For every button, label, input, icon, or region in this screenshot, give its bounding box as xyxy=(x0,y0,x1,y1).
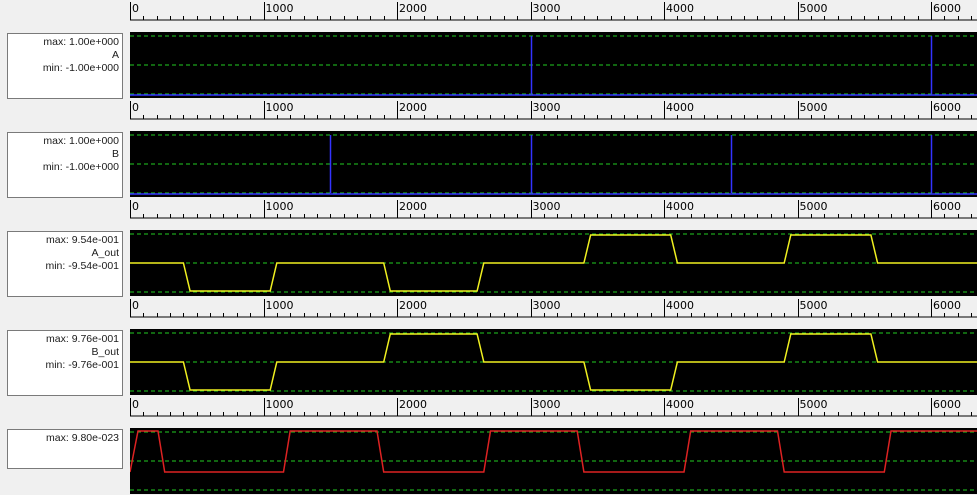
min-value-label: min: -1.00e+000 xyxy=(42,161,119,173)
tick-label: 4000 xyxy=(666,101,694,114)
time-ruler[interactable] xyxy=(130,198,977,219)
tick-label: 4000 xyxy=(666,2,694,15)
time-ruler[interactable] xyxy=(130,99,977,120)
tick-label: 5000 xyxy=(799,398,828,411)
tick-label: 0 xyxy=(132,398,139,411)
signal-label-box[interactable] xyxy=(7,429,123,469)
waveform-plot[interactable] xyxy=(130,329,977,395)
tick-label: 5000 xyxy=(799,101,828,114)
tick-label: 3000 xyxy=(532,200,561,213)
tick-label: 4000 xyxy=(666,398,694,411)
tick-label: 1000 xyxy=(265,299,294,312)
signal-name: A xyxy=(111,49,119,61)
tick-label: 2000 xyxy=(399,200,427,213)
tick-label: 6000 xyxy=(933,2,961,15)
signal-name: B_out xyxy=(91,346,119,358)
tick-label: 5000 xyxy=(799,2,828,15)
tick-label: 3000 xyxy=(532,299,561,312)
signal-panel xyxy=(0,198,977,297)
max-value-label: max: 9.80e-023 xyxy=(46,432,119,444)
tick-label: 4000 xyxy=(666,299,694,312)
tick-label: 1000 xyxy=(265,200,294,213)
tick-label: 1000 xyxy=(265,101,294,114)
tick-label: 1000 xyxy=(265,398,294,411)
signal-name: A_out xyxy=(91,247,119,259)
signal-panel xyxy=(0,297,977,396)
max-value-label: max: 9.76e-001 xyxy=(46,333,119,345)
signal-panel xyxy=(0,99,977,198)
waveform-plot[interactable] xyxy=(130,131,977,197)
signal-panel xyxy=(0,0,977,99)
signal-label-box[interactable] xyxy=(7,132,123,198)
time-ruler[interactable] xyxy=(130,297,977,318)
signal-panel xyxy=(0,396,977,495)
max-value-label: max: 1.00e+000 xyxy=(43,135,119,147)
tick-label: 2000 xyxy=(399,398,427,411)
tick-label: 0 xyxy=(132,101,139,114)
signal-label-box[interactable] xyxy=(7,231,123,297)
tick-label: 0 xyxy=(132,299,139,312)
tick-label: 2000 xyxy=(399,2,427,15)
tick-label: 1000 xyxy=(265,2,294,15)
waveform-plot[interactable] xyxy=(130,230,977,296)
signal-trace xyxy=(130,431,977,472)
max-value-label: max: 9.54e-001 xyxy=(46,234,119,246)
tick-label: 2000 xyxy=(399,101,427,114)
tick-label: 5000 xyxy=(799,299,828,312)
min-value-label: min: -9.76e-001 xyxy=(45,359,119,371)
time-ruler[interactable] xyxy=(130,396,977,417)
tick-label: 2000 xyxy=(399,299,427,312)
tick-label: 0 xyxy=(132,2,139,15)
tick-label: 6000 xyxy=(933,398,961,411)
tick-label: 6000 xyxy=(933,299,961,312)
tick-label: 3000 xyxy=(532,398,561,411)
tick-label: 6000 xyxy=(933,200,961,213)
time-ruler[interactable] xyxy=(130,0,977,21)
tick-label: 4000 xyxy=(666,200,694,213)
tick-label: 5000 xyxy=(799,200,828,213)
tick-label: 3000 xyxy=(532,101,561,114)
signal-name: B xyxy=(111,148,119,160)
signal-label-box[interactable] xyxy=(7,330,123,396)
max-value-label: max: 1.00e+000 xyxy=(43,36,119,48)
waveform-plot[interactable] xyxy=(130,32,977,98)
min-value-label: min: -9.54e-001 xyxy=(45,260,119,272)
tick-label: 6000 xyxy=(933,101,961,114)
signal-label-box[interactable] xyxy=(7,33,123,99)
tick-label: 0 xyxy=(132,200,139,213)
waveform-plot[interactable] xyxy=(130,428,977,494)
min-value-label: min: -1.00e+000 xyxy=(42,62,119,74)
tick-label: 3000 xyxy=(532,2,561,15)
